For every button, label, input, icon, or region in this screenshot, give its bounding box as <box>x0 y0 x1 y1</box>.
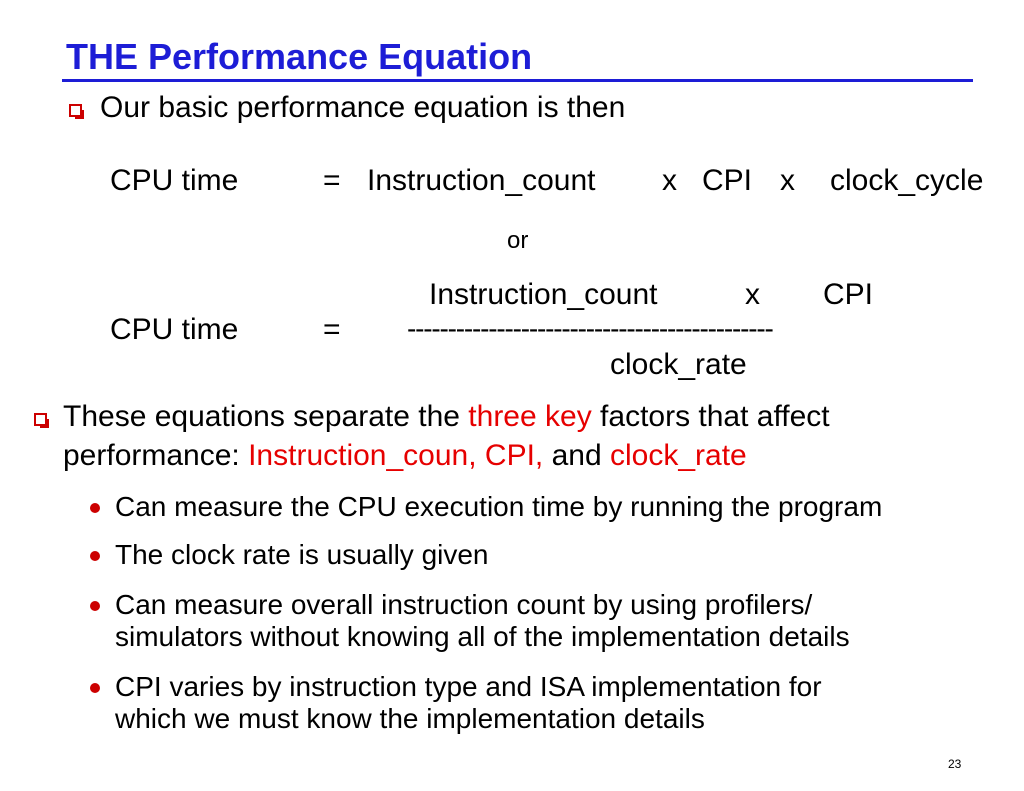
performance-label: performance: <box>63 439 240 472</box>
sub-bullet-2: The clock rate is usually given <box>115 539 489 570</box>
round-bullet-icon <box>90 683 100 693</box>
eq1-term-clock-cycle: clock_cycle <box>830 164 984 197</box>
square-bullet-icon <box>69 104 82 117</box>
eq2-denominator-clock-rate: clock_rate <box>610 348 747 381</box>
eq1-term-instruction-count: Instruction_count <box>367 164 596 197</box>
sub-bullet-4-line2: which we must know the implementation details <box>115 703 705 734</box>
or-label: or <box>507 227 529 254</box>
round-bullet-icon <box>90 551 100 561</box>
sub-bullet-3-line1: Can measure overall instruction count by using profilers/ <box>115 589 813 620</box>
eq1-equals: = <box>323 164 341 197</box>
factors-highlight: Instruction_coun, CPI, <box>248 439 544 472</box>
fraction-bar: --------------------------------------------- <box>407 313 773 344</box>
square-bullet-icon <box>34 413 47 426</box>
sub-bullet-4-line1: CPI varies by instruction type and ISA implementation for <box>115 671 822 702</box>
page-title: THE Performance Equation <box>66 36 533 77</box>
eq2-equals: = <box>323 313 341 346</box>
title-underline <box>62 79 973 82</box>
eq1-term-cpi: CPI <box>702 164 753 197</box>
round-bullet-icon <box>90 503 100 513</box>
eq1-lhs: CPU time <box>110 164 239 197</box>
and-word: and <box>551 439 602 472</box>
three-key-highlight: three key <box>468 400 592 433</box>
round-bullet-icon <box>90 601 100 611</box>
separation-text-middle: factors that affect <box>600 400 830 433</box>
sub-bullet-1: Can measure the CPU execution time by running the program <box>115 491 883 522</box>
separation-text-prefix: These equations separate the <box>63 400 460 433</box>
page-number: 23 <box>948 757 962 771</box>
eq2-lhs: CPU time <box>110 313 239 346</box>
eq1-times-1: x <box>662 164 677 197</box>
separation-bullet-line1 <box>63 399 830 435</box>
eq2-numerator-times: x <box>745 278 760 311</box>
clock-rate-highlight: clock_rate <box>610 439 747 472</box>
separation-bullet-line2 <box>63 438 747 474</box>
intro-text: Our basic performance equation is then <box>100 91 626 124</box>
eq1-times-2: x <box>780 164 795 197</box>
eq2-numerator-cpi: CPI <box>823 278 874 311</box>
eq2-numerator-instruction-count: Instruction_count <box>429 278 658 311</box>
sub-bullet-3-line2: simulators without knowing all of the implementation details <box>115 621 850 652</box>
